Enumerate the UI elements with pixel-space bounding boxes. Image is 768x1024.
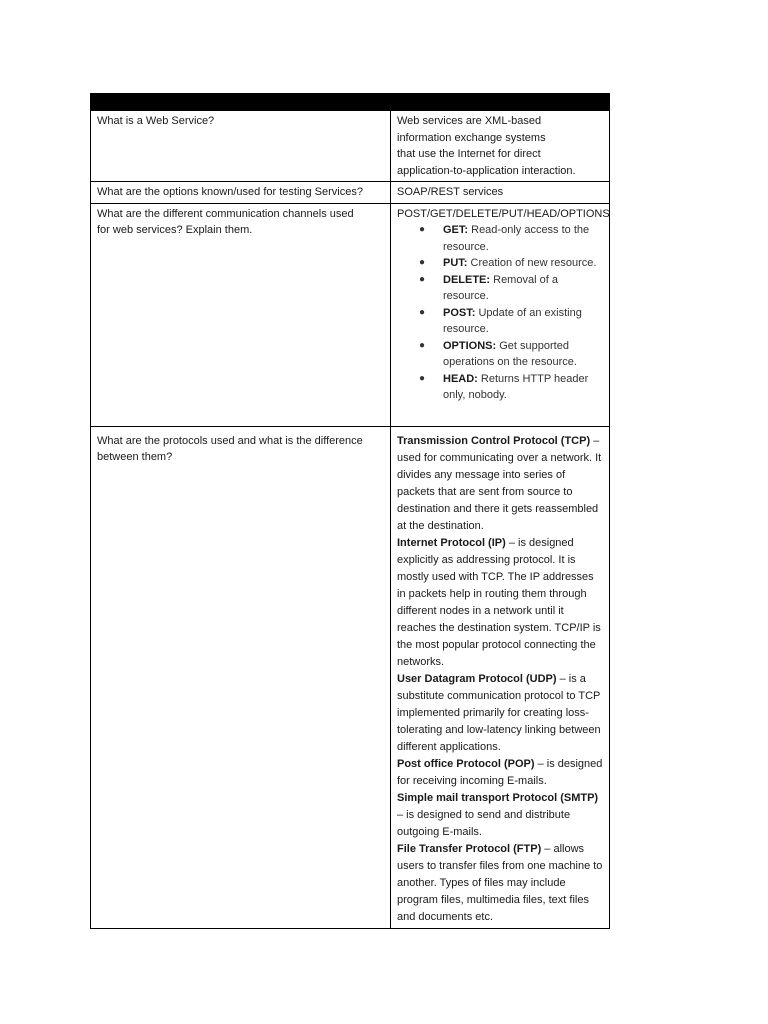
bullet-icon: ● bbox=[419, 339, 426, 351]
table-row bbox=[91, 111, 610, 182]
protocol-desc: – allows users to transfer files from one machine to another. Types of files may include program files, multimedia files, text files and documents etc. bbox=[397, 842, 603, 923]
bullet-icon: ● bbox=[419, 224, 426, 235]
method-desc: Creation of new resource. bbox=[470, 257, 597, 269]
list-item bbox=[419, 371, 603, 404]
question-cell bbox=[91, 182, 391, 204]
method-desc: Read-only access to the resource. bbox=[443, 224, 590, 253]
answer-text: SOAP/REST services bbox=[397, 186, 504, 198]
question-line: What are the different communication channels used bbox=[97, 207, 354, 220]
method-desc: Returns HTTP header only, nobody. bbox=[443, 372, 589, 401]
header-cell-question bbox=[91, 94, 391, 111]
protocol-desc: – used for communicating over a network. It divides any message into series of packets that are sent from source to destination and there it gets reassembled at the destination. bbox=[397, 434, 602, 532]
table-header-bar bbox=[91, 94, 610, 111]
bullet-icon: ● bbox=[419, 306, 426, 318]
method-desc: Get supported operations on the resource. bbox=[443, 339, 577, 368]
protocol-entry bbox=[397, 756, 603, 790]
list-item bbox=[419, 222, 603, 255]
method-term: GET: bbox=[443, 224, 469, 236]
protocol-term: User Datagram Protocol (UDP) bbox=[397, 672, 557, 685]
bullet-icon: ● bbox=[419, 273, 426, 285]
bullet-icon: ● bbox=[419, 257, 426, 268]
protocol-entry bbox=[397, 535, 603, 671]
protocol-entry bbox=[397, 433, 603, 535]
method-desc: Update of an existing resource. bbox=[443, 306, 582, 335]
answer-cell bbox=[391, 203, 610, 426]
list-item bbox=[419, 338, 603, 371]
protocol-term: Transmission Control Protocol (TCP) bbox=[397, 434, 591, 447]
question-text: What are the options known/used for testing Services? bbox=[97, 186, 363, 198]
protocol-entry bbox=[397, 790, 603, 841]
list-item bbox=[419, 255, 603, 272]
protocol-desc: – is designed for receiving incoming E-mails. bbox=[397, 757, 603, 787]
protocol-term: Simple mail transport Protocol (SMTP) bbox=[397, 791, 599, 804]
table-row bbox=[91, 203, 610, 426]
question-cell bbox=[91, 426, 391, 928]
table-row bbox=[91, 426, 610, 928]
methods-intro: POST/GET/DELETE/PUT/HEAD/OPTIONS bbox=[397, 207, 610, 220]
answer-line: application-to-application interaction. bbox=[397, 164, 576, 177]
protocol-entry bbox=[397, 841, 603, 926]
list-item bbox=[419, 272, 603, 305]
method-term: PUT: bbox=[443, 257, 468, 269]
protocol-entry bbox=[397, 671, 603, 756]
protocol-term: Internet Protocol (IP) bbox=[397, 536, 506, 549]
answer-cell bbox=[391, 182, 610, 204]
question-text: What is a Web Service? bbox=[97, 115, 215, 127]
method-term: HEAD: bbox=[443, 372, 478, 385]
protocol-term: File Transfer Protocol (FTP) bbox=[397, 842, 542, 855]
question-line: What are the protocols used and what is the difference bbox=[97, 434, 363, 447]
table-row bbox=[91, 182, 610, 204]
list-item bbox=[419, 305, 603, 338]
header-cell-answer bbox=[391, 94, 610, 111]
question-line: between them? bbox=[97, 451, 173, 463]
answer-line: Web services are XML-based bbox=[397, 115, 542, 127]
answer-cell bbox=[391, 426, 610, 928]
question-cell bbox=[91, 111, 391, 182]
question-line: for web services? Explain them. bbox=[97, 224, 253, 236]
answer-line: information exchange systems bbox=[397, 131, 546, 144]
method-term: OPTIONS: bbox=[443, 339, 497, 352]
method-desc: Removal of a resource. bbox=[443, 273, 558, 302]
protocol-desc: – is a substitute communication protocol to TCP implemented primarily for creating loss-tolerating and low-latency linking between different applications. bbox=[397, 672, 601, 753]
question-cell bbox=[91, 203, 391, 426]
method-term: POST: bbox=[443, 306, 476, 319]
protocol-term: Post office Protocol (POP) bbox=[397, 757, 535, 770]
protocol-desc: – is designed explicitly as addressing protocol. It is mostly used with TCP. The IP addresses in packets help in routing them through different nodes in a network until it reaches the destination system. TCP/IP is the most popular protocol connecting the networks. bbox=[397, 536, 601, 668]
qa-table bbox=[90, 93, 610, 929]
protocol-desc: – is designed to send and distribute outgoing E-mails. bbox=[397, 808, 571, 838]
bullet-icon: ● bbox=[419, 372, 426, 384]
method-list bbox=[397, 222, 603, 404]
method-term: DELETE: bbox=[443, 273, 491, 286]
answer-line: that use the Internet for direct bbox=[397, 148, 541, 160]
answer-cell bbox=[391, 111, 610, 182]
